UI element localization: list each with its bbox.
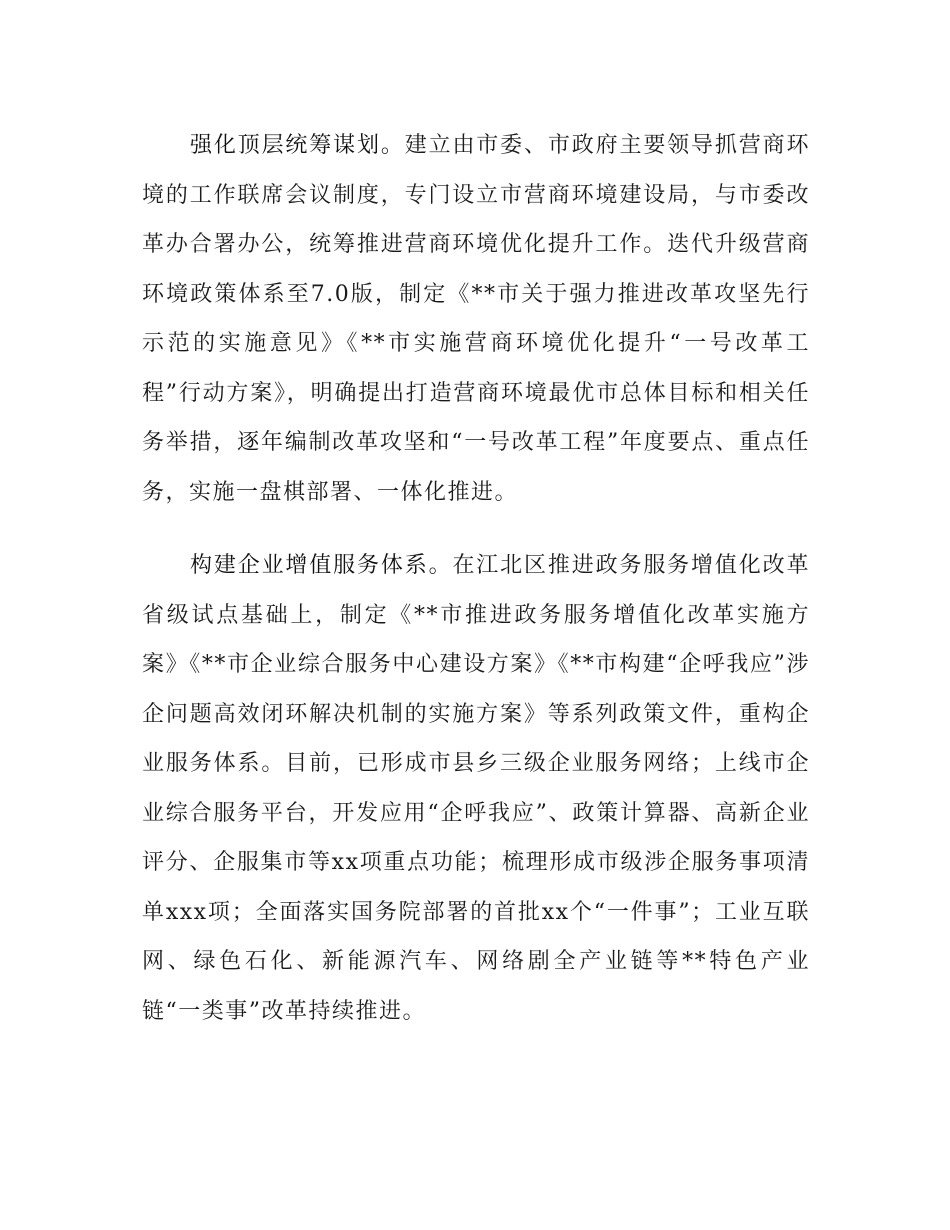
paragraph-enterprise-services — [142, 541, 810, 1036]
paragraph-top-level-planning — [142, 121, 810, 517]
paragraph-text: 建立由市委、市政府主要领导抓营商环境的工作联席会议制度，专门设立市营商环境建设局，与市委改革办合署办公，统筹推进营商环境优化提升工作。迭代升级营商环境政策体系至7.0版，制定《**市关于强力推进改革攻坚先行示范的实施意见》《**市实施营商环境优化提升“一号改革工程”行动方案》，明确提出打造营商环境最优市总体目标和相关任务举措，逐年编制改革攻坚和“一号改革工程”年度要点、重点任务，实施一盘棋部署、一体化推进。 — [142, 133, 810, 505]
paragraph-heading: 强化顶层统筹谋划。 — [190, 133, 405, 158]
document-body — [142, 121, 810, 1036]
paragraph-text: 在江北区推进政务服务增值化改革省级试点基础上，制定《**市推进政务服务增值化改革实施方案》《**市企业综合服务中心建设方案》《**市构建“企呼我应”涉企问题高效闭环解决机制的实施方案》等系列政策文件，重构企业服务体系。目前，已形成市县乡三级企业服务网络；上线市企业综合服务平台，开发应用“企呼我应”、政策计算器、高新企业评分、企服集市等xx项重点功能；梳理形成市级涉企服务事项清单xxx项；全面落实国务院部署的首批xx个“一件事”；工业互联网、绿色石化、新能源汽车、网络剧全产业链等**特色产业链“一类事”改革持续推进。 — [142, 553, 810, 1024]
paragraph-heading: 构建企业增值服务体系。 — [190, 553, 453, 578]
